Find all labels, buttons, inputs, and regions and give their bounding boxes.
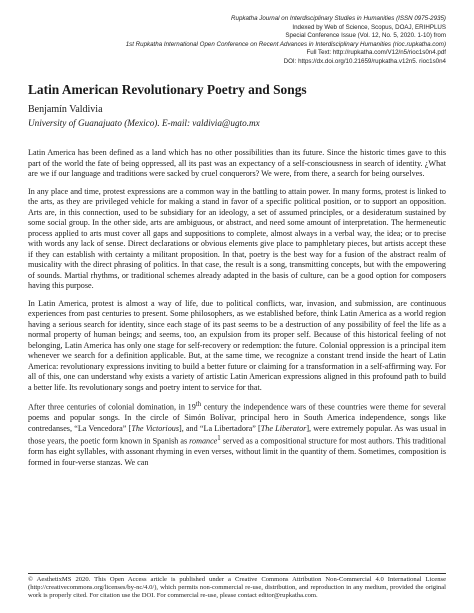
p4-italic-liberator: The Liberator [260,423,307,433]
author-name: Benjamín Valdivia [28,104,103,115]
p4-text-c: ], and “La Libertadora” [ [178,423,261,433]
doi-link[interactable]: DOI: https://dx.doi.org/10.21659/rupkatha.v12n5. rioc1s0n4 [283,57,446,65]
journal-name: Rupkatha Journal on Interdisciplinary Studies in Humanities (ISSN 0975-2935) [231,15,446,22]
conference-line: 1st Rupkatha International Open Conference on Recent Advances in Interdisciplinary Humanities (rioc.rupkatha.com) [125,40,446,48]
p4-text-e: served as a compositional structure for most authors. This traditional form has eight syllables, with assonant rhyming in even verses, without limit in the quantity of them. Sometimes, composition is formed in four-verse stanzas. We can [28,436,446,467]
article-title: Latin American Revolutionary Poetry and Songs [28,82,307,97]
author-affiliation: University of Guanajuato (Mexico). E-mail: valdivia@ugto.mx [28,118,260,128]
p4-text-a: After three centuries of colonial domination, in 19 [28,402,196,412]
p4-text-b: century the independence wars of these countries were theme for several poems and popular songs. In the circle of Simón Bolívar, principal hero in South America independence, songs like contredanses, “La Vencedora” [ [28,402,446,433]
special-issue-line: Special Conference Issue (Vol. 12, No. 5, 2020. 1-10) from [285,32,446,40]
p4-italic-victorious: The Victorious [131,423,179,433]
license-footer: © AesthetixMS 2020. This Open Access article is published under a Creative Commons Attribution Non-Commercial 4.0 International License (http://creativecommons.org/licenses/by-nc/4.0/), which permits non-commercial re-use, distribution, and reproduction in any medium, provided the original work is properly cited. For citation use the DOI. For commercial re-use, please contact editor@rupkatha.com. [28,573,446,601]
p4-italic-romance: romance [189,436,218,446]
journal-header [28,15,446,67]
indexing-line: Indexed by Web of Science, Scopus, DOAJ, ERIHPLUS [292,23,446,31]
paragraph-2: In any place and time, protest expressions are a common way in the battling to attain power. In many forms, protest is linked to the arts, as they are privileged vehicle for making a stand in favor of a specific political position, or to support an opposition. Arts are, in this connection, used to be subsidiary for an ideology, a set of assumed principles, or a desideratum sustained by some social group. In the other side, arts are ambiguous, or abstract, and need some amount of interpretation. The hermeneutic process applied to arts must cover all gaps and suppositions to complete, almost always in a verbal way, the idea; or to precise with words any lack of sense. Direct declarations or obvious elements give place to pamphletary pieces, but artists accept these if they can establish with certainty a militant proposition. In that, poetry is the best way for a fusion of the abstract realm of musicality with the direct phrasing of politics. In that case, the result is a song, transmitting concepts, but with the empowering of sounds. Martial rhythms, or traditional schemes already adapted in the basis of culture, can be a good option for composers having this purpose. [28,186,446,290]
paragraph-1: Latin America has been defined as a land which has no other possibilities than its future. Since the historic times gave to this part of the world the fate of being oppressed, all its past was an expectancy of a self-consciousness in search of identity. ¿What are we if our language and traditions were sacked by cruel conquerors? We were, from there, a search for being ourselves. [28,148,446,178]
p4-text-d: ], were extremely popular. As was usual in those years, the poetic form known in Spanish as [28,423,446,446]
paragraph-3: In Latin America, protest is almost a way of life, due to political conflicts, war, invasion, and submission, are continuous experiences from past centuries to present. Some philosophers, as we established before, think Latin America as a world region having a serious search for identity, since each stage of its past seems to be a destruction of any possibility of feel the life as a normal property of human beings; and seems, too, an expulsion from its proper self. Because of this historical feeling of not belonging, Latin America has only one stage for self-recovery or redemption: the future. Colonial oppression is a principal item whenever we search for a definition applicable. But, at the same time, we recognize a constant trend inside the heart of Latin America: revolutionary expressions inviting to build a better future or claiming for a transformation in a self-affirming way. For all of this, one can understand why exists a variety of artistic Latin American expressions aligned in this profound path to build a better life. Its revolutionary songs and poetry intent to service for that. [28,298,446,392]
article-body [28,148,446,576]
century-superscript: th [195,401,202,408]
paragraph-4 [28,400,446,468]
footnote-marker[interactable]: 1 [217,435,221,443]
full-text-link[interactable]: Full Text: http://rupkatha.com/V12/n5/rioc1s0n4.pdf [306,49,446,57]
